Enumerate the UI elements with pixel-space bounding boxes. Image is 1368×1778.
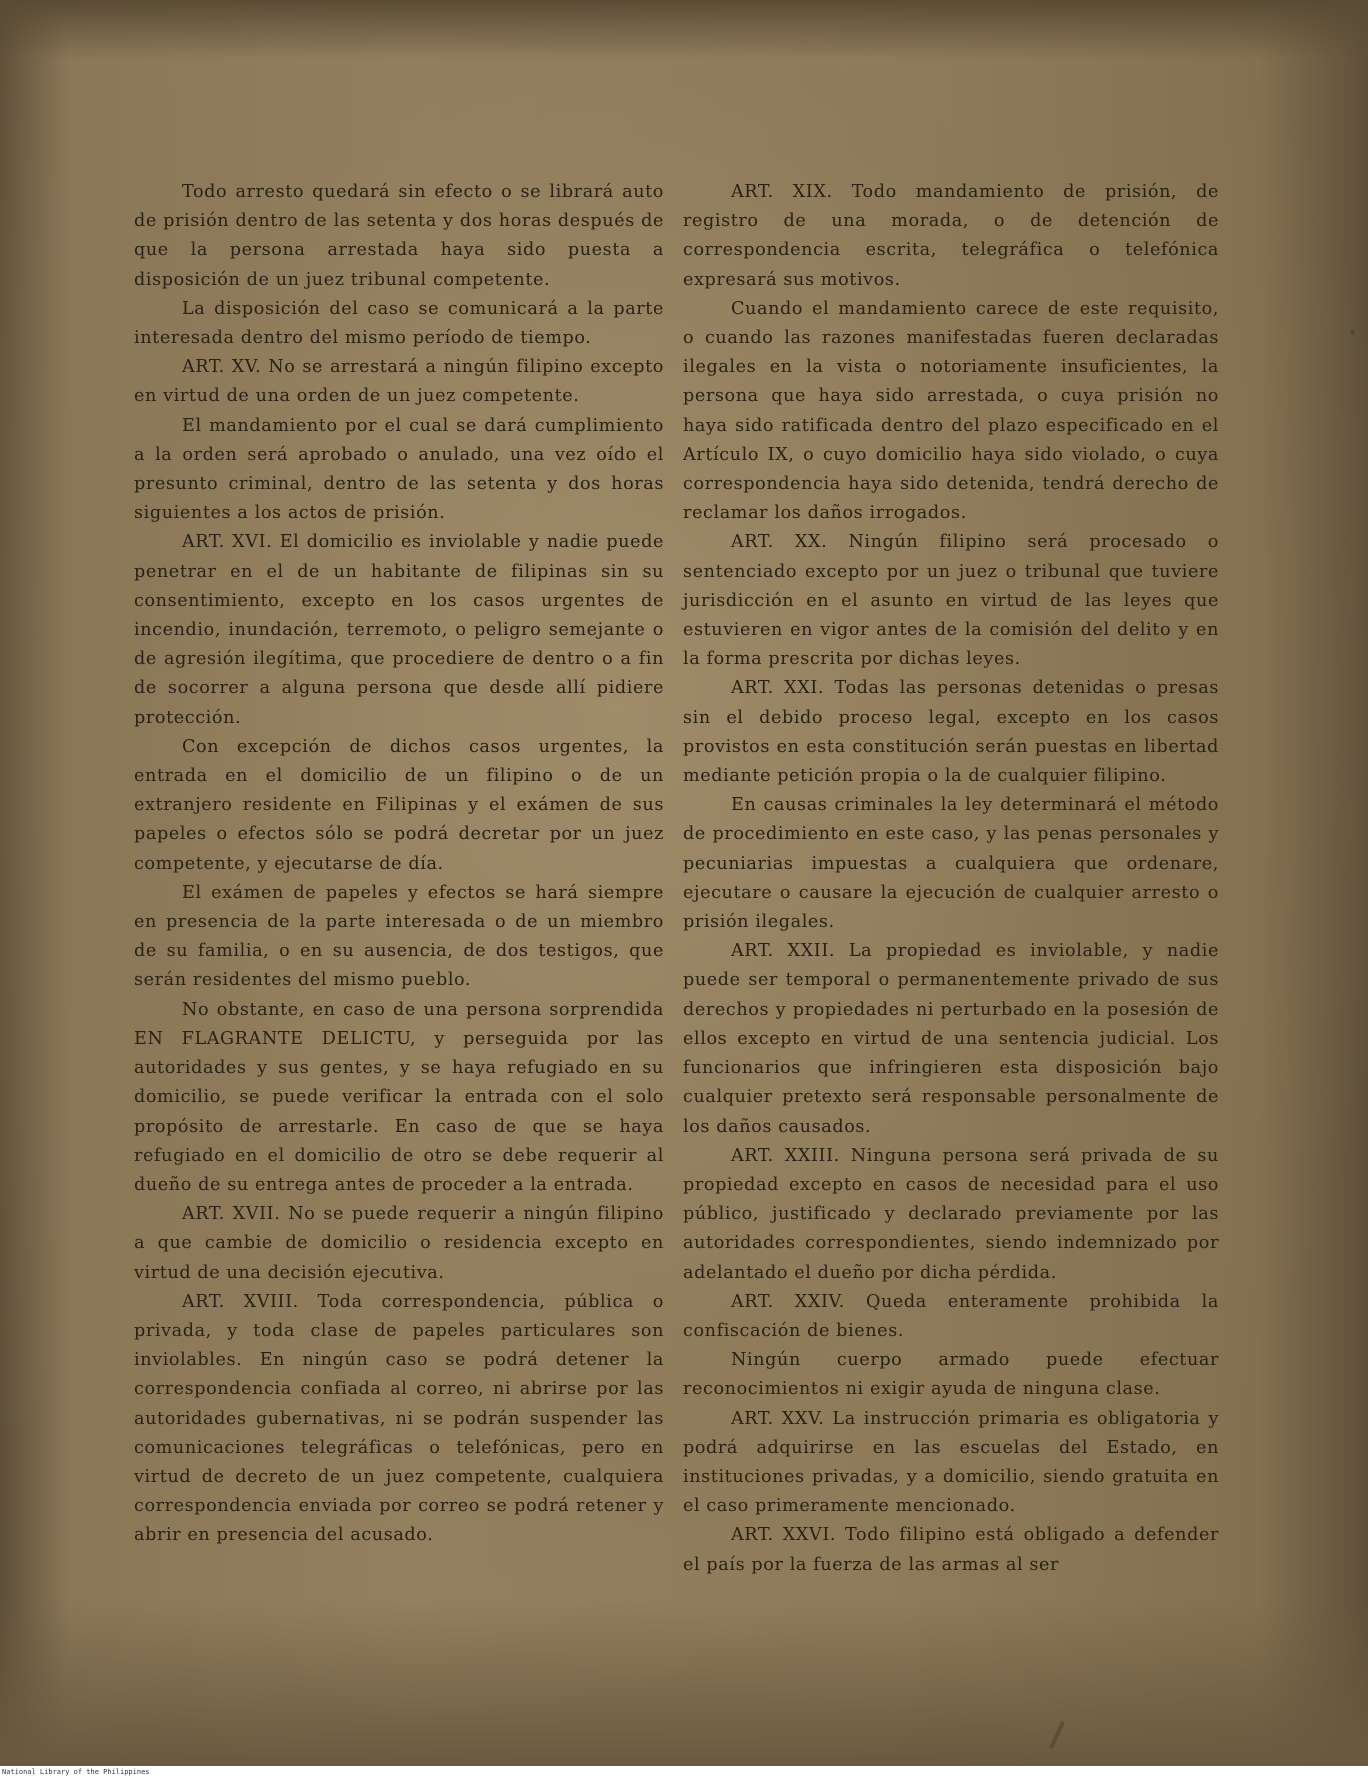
paragraph: ART. XX. Ningún filipino será procesado o sentenciado excepto por un juez o tribunal que tuviere jurisdicción en el asunto en virtud de las leyes que estuvieren en vigor antes de la comisión del delito y en la forma prescrita por dichas leyes. xyxy=(683,532,1219,670)
paragraph: ART. XV. No se arrestará a ningún filipino excepto en virtud de una orden de un juez competente. xyxy=(134,357,664,407)
page-shadow-bottom xyxy=(0,1600,1368,1766)
right-text-column xyxy=(683,178,1219,1580)
paragraph: ART. XXIII. Ninguna persona será privada de su propiedad excepto en casos de necesidad para el uso público, justificado y declarado previamente por las autoridades correspondientes, siendo indemnizado por adelantado el dueño por dicha pérdida. xyxy=(683,1145,1219,1283)
paragraph: No obstante, en caso de una persona sorprendida EN FLAGRANTE DELICTU, y perseguida por las autoridades y sus gentes, y se haya refugiado en su domicilio, se puede verificar la entrada con el solo propósito de arrestarle. En caso de que se haya refugiado en el domicilio de otro se debe requerir al dueño de su entrega antes de proceder a la entrada. xyxy=(134,999,664,1195)
paragraph: Con excepción de dichos casos urgentes, la entrada en el domicilio de un filipino o de un extranjero residente en Filipinas y el exámen de sus papeles o efectos sólo se podrá decretar por un juez competente, y ejecutarse de día. xyxy=(134,736,664,874)
paragraph: En causas criminales la ley determinará el método de procedimiento en este caso, y las penas personales y pecuniarias impuestas a cualquiera que ordenare, ejecutare o causare la ejecución de cualquier arresto o prisión ilegales. xyxy=(683,795,1219,933)
paragraph: ART. XVI. El domicilio es inviolable y nadie puede penetrar en el de un habitante de filipinas sin su consentimiento, excepto en los casos urgentes de incendio, inundación, terremoto, o peligro semejante o de agresión ilegítima, que procediere de dentro o a fin de socorrer a alguna persona que desde allí pidiere protección. xyxy=(134,532,664,728)
source-footer: National Library of the Philippines xyxy=(0,1766,1368,1778)
paragraph: ART. XXIV. Queda enteramente prohibida la confiscación de bienes. xyxy=(683,1291,1219,1341)
paragraph: Ningún cuerpo armado puede efectuar reconocimientos ni exigir ayuda de ninguna clase. xyxy=(683,1350,1219,1400)
paragraph: ART. XXVI. Todo filipino está obligado a defender el país por la fuerza de las armas al ser xyxy=(683,1525,1219,1575)
paragraph: El mandamiento por el cual se dará cumplimiento a la orden será aprobado o anulado, una vez oído el presunto criminal, dentro de las setenta y dos horas siguientes a los actos de prisión. xyxy=(134,415,664,524)
paragraph: ART. XXV. La instrucción primaria es obligatoria y podrá adquirirse en las escuelas del Estado, en instituciones privadas, y a domicilio, siendo gratuita en el caso primeramente mencionado. xyxy=(683,1408,1219,1517)
paragraph: ART. XVII. No se puede requerir a ningún filipino a que cambie de domicilio o residencia excepto en virtud de una decisión ejecutiva. xyxy=(134,1204,664,1283)
paragraph: ART. XXI. Todas las personas detenidas o presas sin el debido proceso legal, excepto en los casos provistos en esta constitución serán puestas en libertad mediante petición propia o la de cualquier filipino. xyxy=(683,678,1219,787)
paragraph: Todo arresto quedará sin efecto o se librará auto de prisión dentro de las setenta y dos horas después de que la persona arrestada haya sido puesta a disposición de un juez tribunal competente. xyxy=(134,182,664,290)
paragraph: La disposición del caso se comunicará a la parte interesada dentro del mismo período de tiempo. xyxy=(134,298,664,349)
paragraph: ART. XXII. La propiedad es inviolable, y nadie puede ser temporal o permanentemente privado de sus derechos y propiedades ni perturbado en la posesión de ellos excepto en virtud de una sentencia judicial. Los funcionarios que infringieren esta disposición bajo cualquier pretexto será responsable personalmente de los daños causados. xyxy=(683,941,1219,1137)
ink-blot xyxy=(1350,330,1355,335)
left-text-column xyxy=(134,178,664,1551)
paragraph: Cuando el mandamiento carece de este requisito, o cuando las razones manifestadas fueren declaradas ilegales en la vista o notoriamente insuficientes, la persona que haya sido arrestada, o cuya prisión no haya sido ratificada dentro del plazo especificado en el Artículo IX, o cuyo domicilio haya sido violado, o cuya correspondencia haya sido detenida, tendrá derecho de reclamar los daños irrogados. xyxy=(683,298,1219,524)
paragraph: ART. XVIII. Toda correspondencia, pública o privada, y toda clase de papeles particulares son inviolables. En ningún caso se podrá detener la correspondencia confiada al correo, ni abrirse por las autoridades gubernativas, ni se podrán suspender las comunicaciones telegráficas o telefónicas, pero en virtud de decreto de un juez competente, cualquiera correspondencia enviada por correo se podrá retener y abrir en presencia del acusado. xyxy=(134,1291,664,1546)
page-shadow-top xyxy=(0,0,1368,60)
paragraph: ART. XIX. Todo mandamiento de prisión, de registro de una morada, o de detención de correspondencia escrita, telegráfica o telefónica expresará sus motivos. xyxy=(683,182,1219,290)
paragraph: El exámen de papeles y efectos se hará siempre en presencia de la parte interesada o de un miembro de su familia, o en su ausencia, de dos testigos, que serán residentes del mismo pueblo. xyxy=(134,882,664,991)
